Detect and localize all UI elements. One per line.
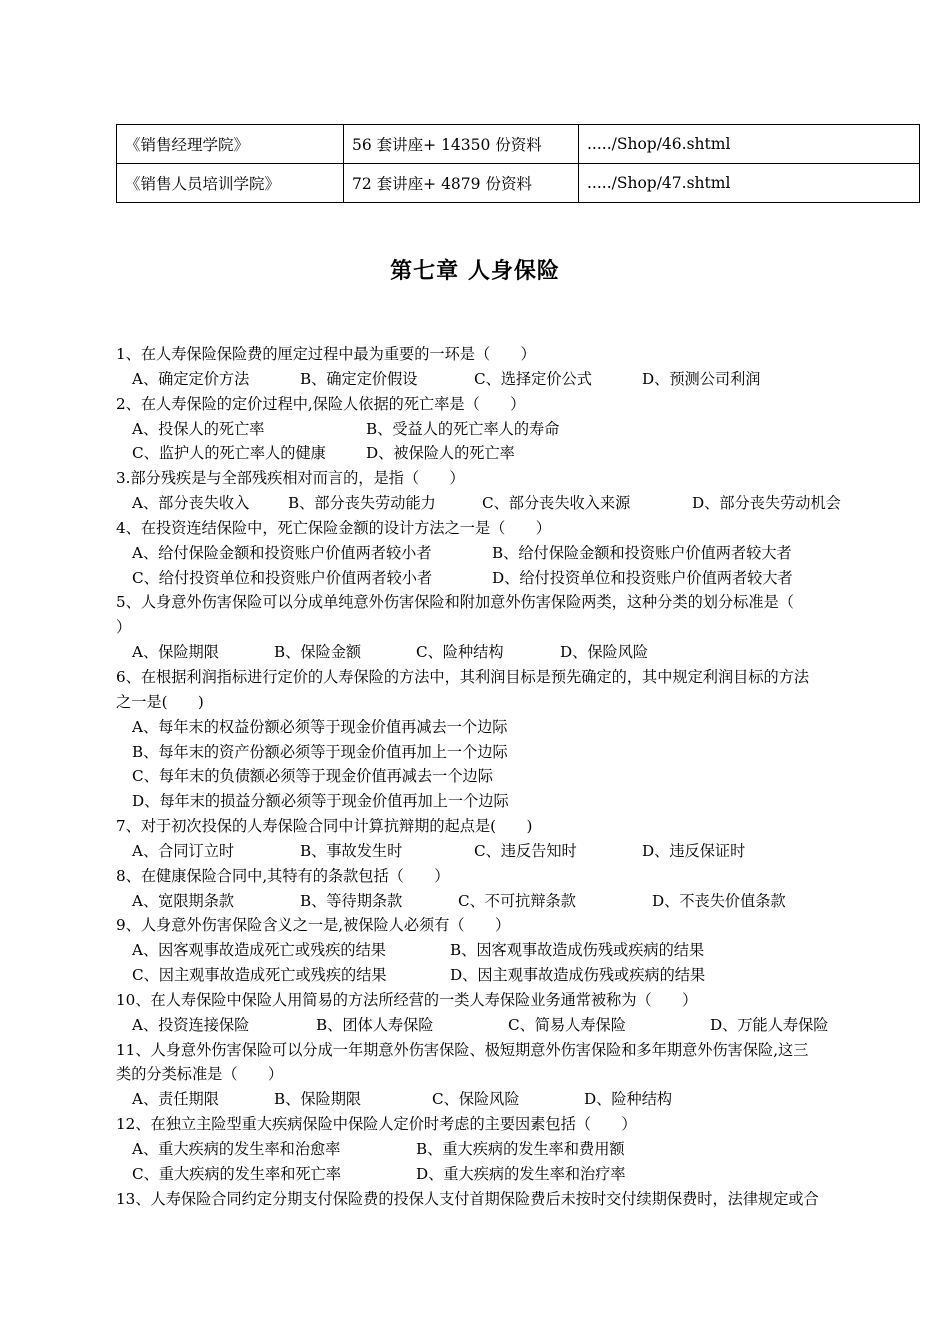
options-row bbox=[116, 541, 892, 566]
option-b: B、等待期条款 bbox=[300, 891, 403, 910]
option-a: A、责任期限 bbox=[132, 1090, 219, 1109]
course-content: 72 套讲座+ 4879 份资料 bbox=[344, 164, 579, 203]
course-link[interactable]: ...../Shop/47.shtml bbox=[579, 164, 920, 203]
course-link[interactable]: ...../Shop/46.shtml bbox=[579, 125, 920, 164]
option-c: C、违反告知时 bbox=[474, 841, 577, 860]
option-c: C、重大疾病的发生率和死亡率 bbox=[132, 1164, 342, 1183]
option-c: C、每年末的负债额必须等于现金价值再减去一个边际 bbox=[132, 767, 493, 786]
options-row bbox=[116, 1087, 892, 1112]
option-c: C、选择定价公式 bbox=[474, 369, 592, 388]
option-d: D、因主观事故造成伤残或疾病的结果 bbox=[450, 966, 706, 985]
options-row bbox=[116, 938, 892, 963]
option-a: A、确定定价方法 bbox=[132, 369, 250, 388]
option-b: B、部分丧失劳动能力 bbox=[288, 494, 436, 513]
option-b: B、事故发生时 bbox=[300, 841, 403, 860]
option-d: D、重大疾病的发生率和治疗率 bbox=[416, 1164, 626, 1183]
question-10: 10、在人寿保险中保险人用简易的方法所经营的一类人寿保险业务通常被称为（ ） bbox=[116, 990, 698, 1009]
option-a: A、重大疾病的发生率和治愈率 bbox=[132, 1140, 341, 1158]
question-5: 5、人身意外伤害保险可以分成单纯意外伤害保险和附加意外伤害保险两类，这种分类的划分标准是（ bbox=[116, 593, 794, 612]
option-a: A、投资连接保险 bbox=[132, 1015, 250, 1034]
option-c: C、保险风险 bbox=[432, 1090, 520, 1109]
options-row bbox=[116, 889, 892, 914]
option-c: C、简易人寿保险 bbox=[508, 1015, 626, 1034]
chapter-title: 第七章 人身保险 bbox=[390, 259, 560, 284]
option-d: D、不丧失价值条款 bbox=[652, 891, 786, 910]
option-b: B、因客观事故造成伤残或疾病的结果 bbox=[450, 941, 705, 960]
course-table bbox=[116, 124, 920, 203]
option-d: D、违反保证时 bbox=[642, 841, 746, 860]
course-name: 《销售经理学院》 bbox=[117, 125, 344, 164]
options-row bbox=[116, 566, 892, 591]
question-13: 13、人寿保险合同约定分期支付保险费的投保人支付首期保险费后未按时交付续期保费时，法律规定或合 bbox=[116, 1189, 819, 1208]
option-a: A、宽限期条款 bbox=[132, 891, 235, 910]
option-c: C、不可抗辩条款 bbox=[458, 891, 576, 910]
question-4: 4、在投资连结保险中，死亡保险金额的设计方法之一是（ ） bbox=[116, 518, 551, 537]
option-a: A、因客观事故造成死亡或残疾的结果 bbox=[132, 941, 386, 960]
option-b: B、保险金额 bbox=[274, 643, 362, 662]
options-row bbox=[116, 1013, 892, 1038]
option-a: A、保险期限 bbox=[132, 643, 219, 662]
option-d: D、部分丧失劳动机会 bbox=[692, 494, 841, 513]
option-d: D、预测公司利润 bbox=[642, 369, 761, 388]
option-c: C、险种结构 bbox=[416, 643, 504, 662]
option-b: B、团体人寿保险 bbox=[316, 1015, 434, 1034]
question-8: 8、在健康保险合同中,其特有的条款包括（ ） bbox=[116, 866, 450, 885]
options-row bbox=[116, 963, 892, 988]
option-d: D、保险风险 bbox=[560, 643, 649, 662]
option-c: C、监护人的死亡率人的健康 bbox=[132, 444, 326, 463]
option-b: B、给付保险金额和投资账户价值两者较大者 bbox=[492, 543, 792, 562]
options-row bbox=[116, 417, 892, 442]
question-2: 2、在人寿保险的定价过程中,保险人依据的死亡率是（ ） bbox=[116, 394, 526, 413]
question-3: 3.部分残疾是与全部残疾相对而言的，是指（ ） bbox=[116, 469, 465, 488]
question-5-cont: ） bbox=[116, 618, 132, 637]
option-d: D、给付投资单位和投资账户价值两者较大者 bbox=[492, 568, 793, 587]
option-a: A、投保人的死亡率 bbox=[132, 419, 265, 438]
option-b: B、保险期限 bbox=[274, 1090, 362, 1109]
options-row bbox=[116, 491, 892, 516]
question-9: 9、人身意外伤害保险含义之一是,被保险人必须有（ ） bbox=[116, 916, 511, 935]
option-c: C、部分丧失收入来源 bbox=[482, 494, 631, 513]
option-a: A、给付保险金额和投资账户价值两者较小者 bbox=[132, 543, 432, 562]
option-b: B、重大疾病的发生率和费用额 bbox=[416, 1140, 625, 1158]
table-row bbox=[117, 164, 920, 203]
question-6-cont: 之一是( ) bbox=[116, 692, 204, 711]
question-12: 12、在独立主险型重大疾病保险中保险人定价时考虑的主要因素包括（ ） bbox=[116, 1115, 637, 1134]
table-row bbox=[117, 125, 920, 164]
option-d: D、险种结构 bbox=[584, 1090, 673, 1109]
question-11: 11、人身意外伤害保险可以分成一年期意外伤害保险、极短期意外伤害保险和多年期意外伤害保险,这三 bbox=[116, 1040, 809, 1059]
options-row bbox=[116, 839, 892, 864]
question-11-cont: 类的分类标准是（ ） bbox=[116, 1065, 284, 1084]
option-d: D、每年末的损益分额必须等于现金价值再加上一个边际 bbox=[132, 792, 509, 811]
option-b: B、确定定价假设 bbox=[300, 369, 418, 388]
options-row bbox=[116, 441, 892, 466]
option-a: A、合同订立时 bbox=[132, 841, 235, 860]
options-row bbox=[116, 640, 892, 665]
option-b: B、受益人的死亡率人的寿命 bbox=[366, 419, 560, 438]
question-1: 1、在人寿保险保险费的厘定过程中最为重要的一环是（ ） bbox=[116, 345, 536, 363]
option-d: D、万能人寿保险 bbox=[710, 1015, 829, 1034]
option-c: C、因主观事故造成死亡或残疾的结果 bbox=[132, 966, 387, 985]
option-a: A、部分丧失收入 bbox=[132, 494, 250, 513]
option-a: A、每年末的权益份额必须等于现金价值再减去一个边际 bbox=[132, 717, 508, 736]
course-name: 《销售人员培训学院》 bbox=[117, 164, 344, 203]
option-c: C、给付投资单位和投资账户价值两者较小者 bbox=[132, 568, 433, 587]
option-d: D、被保险人的死亡率 bbox=[366, 444, 515, 463]
question-7: 7、对于初次投保的人寿保险合同中计算抗辩期的起点是( ) bbox=[116, 817, 533, 836]
option-b: B、每年末的资产份额必须等于现金价值再加上一个边际 bbox=[132, 742, 508, 761]
course-content: 56 套讲座+ 14350 份资料 bbox=[344, 125, 579, 164]
options-row bbox=[116, 1137, 892, 1162]
options-row bbox=[116, 367, 892, 392]
question-6: 6、在根据利润指标进行定价的人寿保险的方法中，其利润目标是预先确定的，其中规定利润目标的方法 bbox=[116, 667, 810, 686]
options-row bbox=[116, 1162, 892, 1187]
question-list bbox=[116, 342, 892, 1212]
